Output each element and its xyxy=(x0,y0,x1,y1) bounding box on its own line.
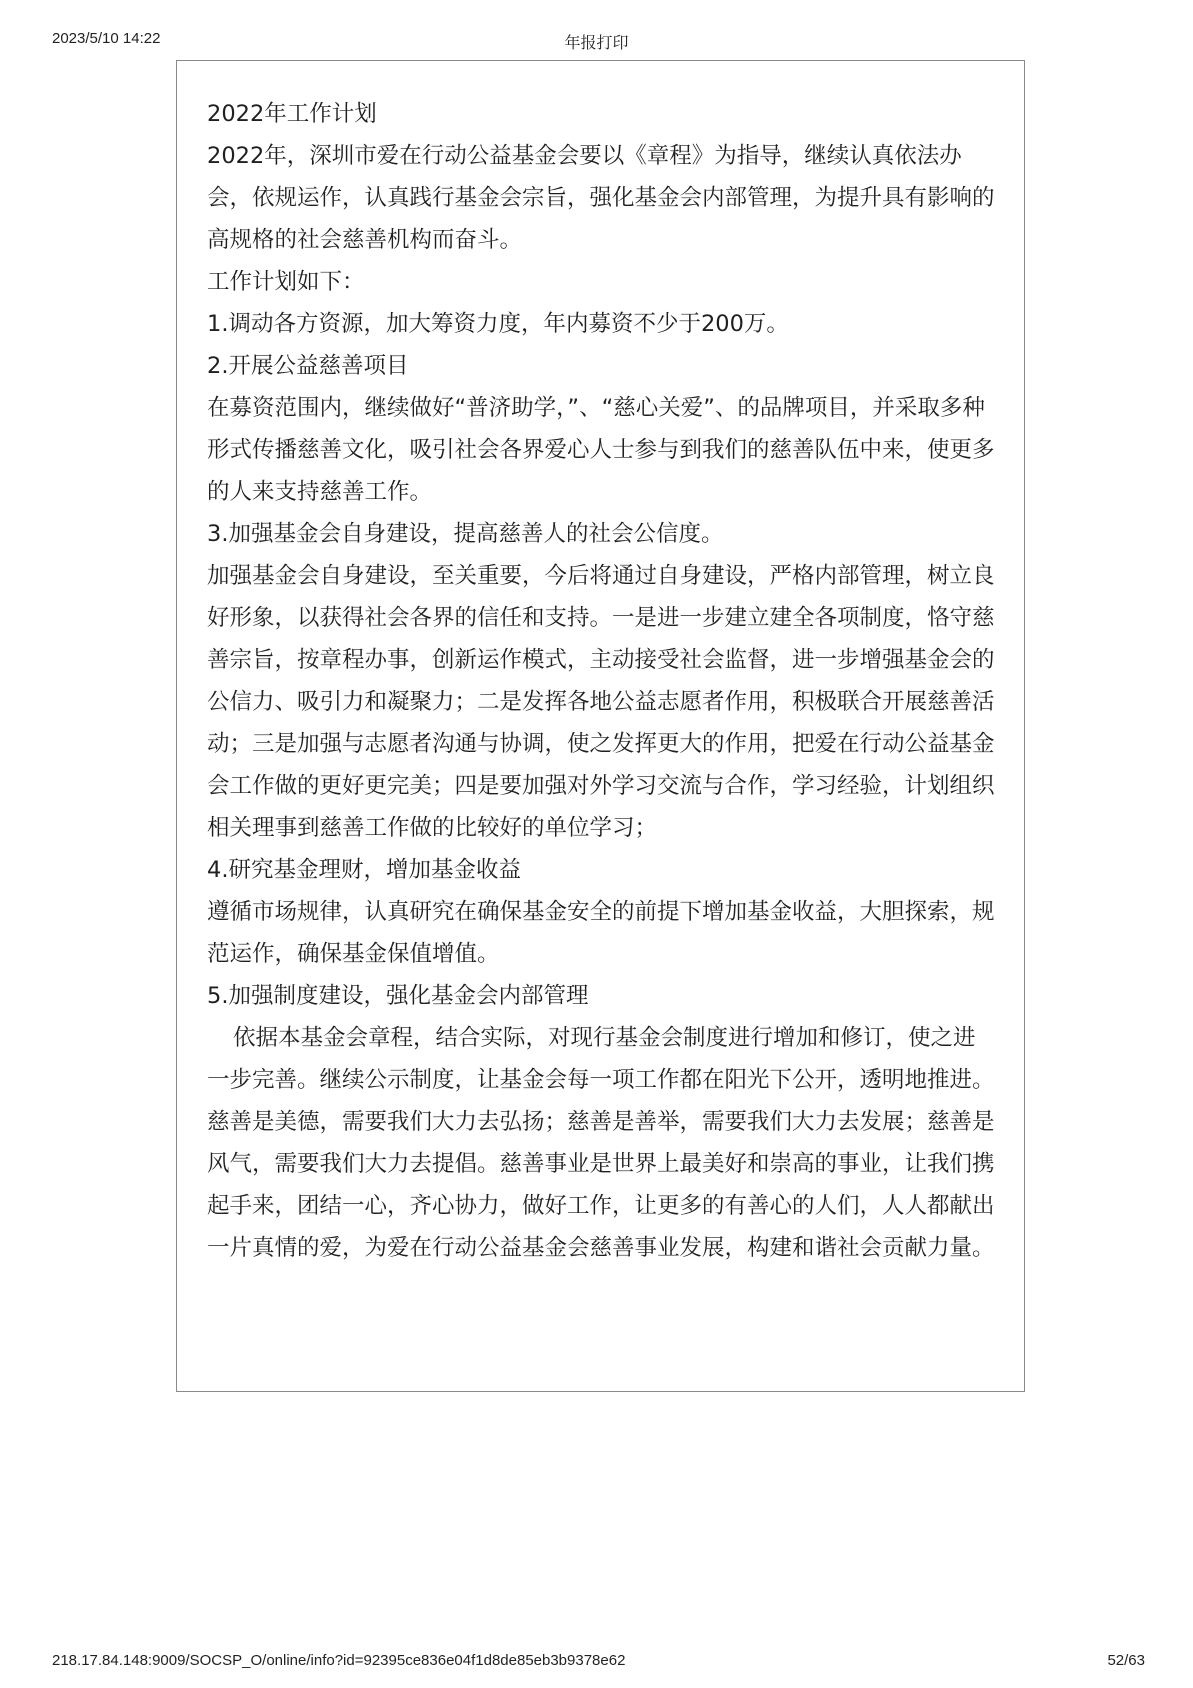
work-plan-content xyxy=(207,93,997,1269)
plan-item-4-text: 遵循市场规律，认真研究在确保基金安全的前提下增加基金收益，大胆探索，规范运作，确保基金保值增值。 xyxy=(207,899,995,967)
plan-item-2-title: 2.开展公益慈善项目 xyxy=(207,353,409,379)
plan-item-3-text: 加强基金会自身建设，至关重要，今后将通过自身建设，严格内部管理，树立良好形象，以获得社会各界的信任和支持。一是进一步建立建全各项制度，恪守慈善宗旨，按章程办事，创新运作模式，主动接受社会监督，进一步增强基金会的公信力、吸引力和凝聚力；二是发挥各地公益志愿者作用，积极联合开展慈善活动；三是加强与志愿者沟通与协调，使之发挥更大的作用，把爱在行动公益基金会工作做的更好更完美；四是要加强对外学习交流与合作，学习经验，计划组织相关理事到慈善工作做的比较好的单位学习； xyxy=(207,563,995,841)
closing-paragraph: 慈善是美德，需要我们大力去弘扬；慈善是善举，需要我们大力去发展；慈善是风气，需要我们大力去提倡。慈善事业是世界上最美好和崇高的事业，让我们携起手来，团结一心，齐心协力，做好工作，让更多的有善心的人们，人人都献出一片真情的爱，为爱在行动公益基金会慈善事业发展，构建和谐社会贡献力量。 xyxy=(207,1109,995,1261)
print-datetime: 2023/5/10 14:22 xyxy=(52,30,161,47)
page-number: 52/63 xyxy=(1107,1652,1145,1669)
plan-item-5-text: 依据本基金会章程，结合实际，对现行基金会制度进行增加和修订，使之进一步完善。继续公示制度，让基金会每一项工作都在阳光下公开，透明地推进。 xyxy=(207,1025,995,1093)
print-page-title: 年报打印 xyxy=(564,33,629,52)
plan-item-1: 1.调动各方资源，加大筹资力度，年内募资不少于200万。 xyxy=(207,311,789,337)
intro-paragraph: 2022年，深圳市爱在行动公益基金会要以《章程》为指导，继续认真依法办会，依规运作，认真践行基金会宗旨，强化基金会内部管理，为提升具有影响的高规格的社会慈善机构而奋斗。 xyxy=(207,143,995,253)
page-url: 218.17.84.148:9009/SOCSP_O/online/info?id=92395ce836e04f1d8de85eb3b9378e62 xyxy=(52,1652,626,1669)
plan-item-2-text: 在募资范围内，继续做好“普济助学，”、“慈心关爱”、的品牌项目，并采取多种形式传播慈善文化，吸引社会各界爱心人士参与到我们的慈善队伍中来，使更多的人来支持慈善工作。 xyxy=(207,395,995,505)
plan-intro: 工作计划如下： xyxy=(207,269,365,295)
plan-item-3-title: 3.加强基金会自身建设，提高慈善人的社会公信度。 xyxy=(207,521,724,547)
plan-item-5-title: 5.加强制度建设，强化基金会内部管理 xyxy=(207,983,589,1009)
plan-item-4-title: 4.研究基金理财，增加基金收益 xyxy=(207,857,521,883)
section-title: 2022年工作计划 xyxy=(207,101,377,127)
